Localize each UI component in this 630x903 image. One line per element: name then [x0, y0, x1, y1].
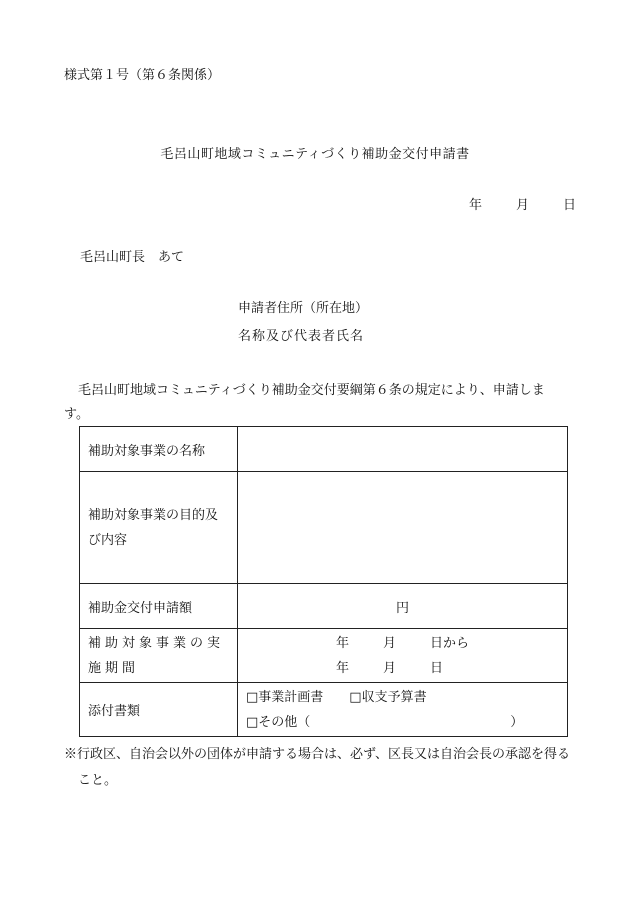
amount-field[interactable] — [238, 584, 568, 629]
document-title: 毛呂山町地域コミュニティづくり補助金交付申請書 — [160, 147, 470, 162]
date-day: 日 — [563, 198, 577, 213]
attach-other-close: ） — [510, 714, 524, 730]
project-name-label: 補助対象事業の名称 — [80, 427, 238, 472]
purpose-field[interactable] — [238, 472, 568, 584]
attach-other-checkbox[interactable]: □その他（ — [246, 714, 311, 730]
attach-budget-checkbox[interactable]: □収支予算書 — [349, 689, 427, 705]
period-label: 補助対象事業の実施期間 — [80, 629, 238, 683]
period-start-day: 日から — [430, 635, 470, 651]
attachments-label: 添付書類 — [80, 683, 238, 737]
date-month: 月 — [516, 198, 530, 213]
period-end-year: 年 — [335, 660, 349, 676]
amount-label: 補助金交付申請額 — [80, 584, 238, 629]
form-number: 様式第１号（第６条関係） — [64, 68, 221, 83]
attachments-field — [238, 683, 568, 737]
period-start-year: 年 — [335, 635, 349, 651]
date-line — [469, 199, 576, 212]
applicant-name-label: 名称及び代表者氏名 — [238, 329, 365, 344]
note-text: ※行政区、自治会以外の団体が申請する場合は、必ず、区長又は自治会長の承認を得ること。 — [64, 747, 570, 788]
period-field[interactable] — [238, 629, 568, 683]
project-name-field[interactable] — [238, 427, 568, 472]
attachments-line-1 — [246, 685, 559, 710]
date-year: 年 — [469, 198, 483, 213]
table-row — [80, 683, 568, 737]
period-end-month: 月 — [382, 660, 396, 676]
period-end-day: 日 — [430, 660, 444, 676]
applicant-address-label: 申請者住所（所在地） — [238, 301, 369, 316]
purpose-label: 補助対象事業の目的及び内容 — [80, 472, 238, 584]
period-start — [246, 631, 559, 656]
attachments-line-2 — [246, 710, 559, 735]
addressee: 毛呂山町長 あて — [80, 250, 185, 265]
period-start-month: 月 — [382, 635, 396, 651]
table-row — [80, 584, 568, 629]
period-end — [246, 656, 559, 681]
table-row — [80, 629, 568, 683]
table-row — [80, 427, 568, 472]
application-table — [79, 426, 568, 737]
amount-unit: 円 — [395, 600, 409, 616]
body-text: 毛呂山町地域コミュニティづくり補助金交付要綱第６条の規定により、申請します。 — [64, 383, 545, 422]
table-row — [80, 472, 568, 584]
attach-plan-checkbox[interactable]: □事業計画書 — [246, 689, 324, 705]
